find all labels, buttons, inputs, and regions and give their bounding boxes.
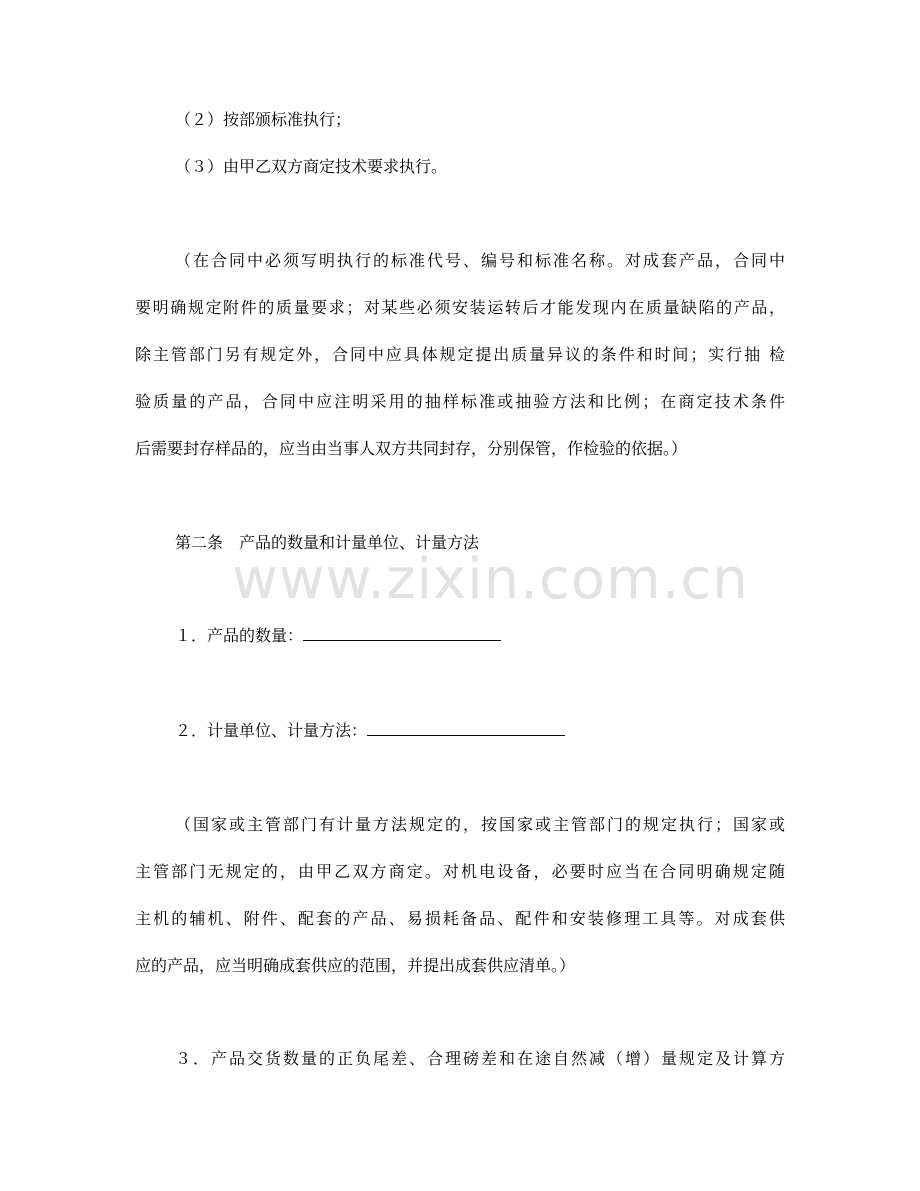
quantity-label: １．产品的数量：	[175, 626, 304, 645]
quantity-row	[175, 626, 501, 646]
note-line: （国家或主管部门有计量方法规定的，按国家或主管部门的规定执行；国家或	[175, 815, 785, 834]
quantity-tolerance-item: ３．产品交货数量的正负尾差、合理磅差和在途自然减（增）量规定及计算方	[175, 1049, 785, 1068]
note-line: 除主管部门另有规定外，合同中应具体规定提出质量异议的条件和时间；实行抽 检	[135, 345, 785, 364]
note-line: 要明确规定附件的质量要求；对某些必须安装运转后才能发现内在质量缺陷的产品，	[135, 298, 785, 317]
note-line: 主机的辅机、附件、配套的产品、易损耗备品、配件和安装修理工具等。对成套供	[135, 909, 785, 928]
unit-method-blank-field[interactable]	[367, 721, 565, 736]
note-line: （在合同中必须写明执行的标准代号、编号和标准名称。对成套产品，合同中	[175, 251, 785, 270]
article-2-heading: 第二条 产品的数量和计量单位、计量方法	[175, 533, 480, 552]
note-line: 应的产品，应当明确成套供应的范围，并提出成套供应清单。）	[135, 956, 576, 975]
unit-method-label: ２．计量单位、计量方法：	[175, 721, 368, 740]
quantity-blank-field[interactable]	[303, 626, 501, 641]
note-line: 验质量的产品，合同中应注明采用的抽样标准或抽验方法和比例；在商定技术条件	[135, 392, 785, 411]
standard-item-3: （３）由甲乙双方商定技术要求执行。	[175, 157, 448, 176]
standard-item-2: （２）按部颁标准执行；	[175, 110, 352, 129]
note-line: 后需要封存样品的，应当由当事人双方共同封存，分别保管，作检验的依据。）	[135, 439, 688, 458]
unit-method-row	[175, 721, 565, 741]
watermark: www.zixin.com.cn	[232, 547, 749, 612]
note-line: 主管部门无规定的，由甲乙双方商定。对机电设备，必要时应当在合同明确规定随	[135, 862, 785, 881]
